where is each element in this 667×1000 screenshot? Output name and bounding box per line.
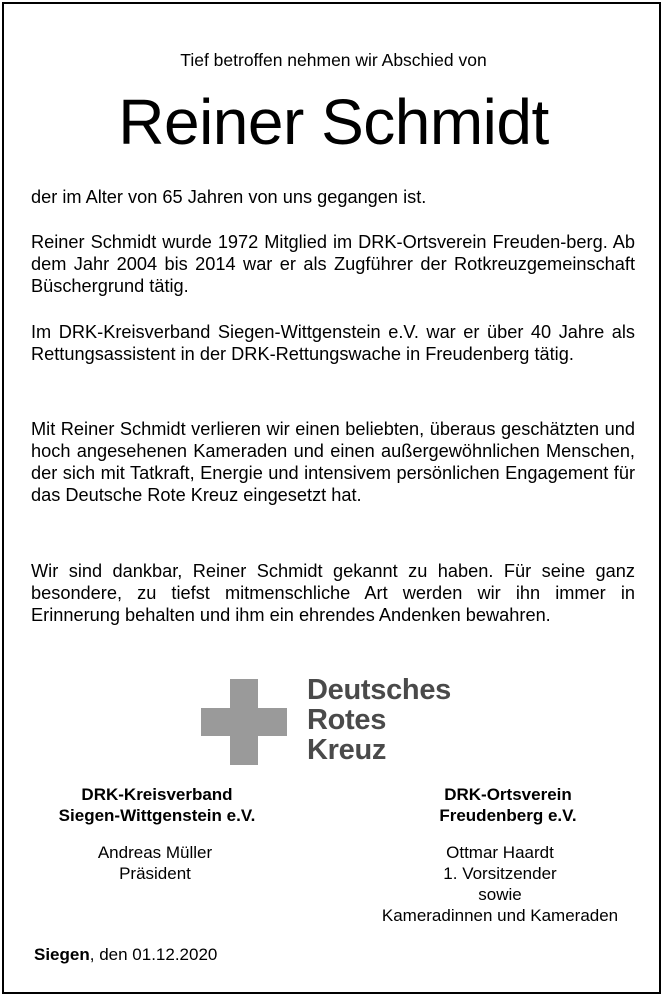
signatory-conjunction: sowie xyxy=(478,885,522,904)
org-kreisverband xyxy=(30,784,284,826)
logo-line-1: Deutsches xyxy=(307,674,451,706)
paragraph-tribute: Mit Reiner Schmidt verlieren wir einen beliebten, überaus geschätzten und hoch angesehenen Kameraden und einen außergewöhnlichen Menschen, der sich mit Tatkraft, Energie und intensivem persönlichen Engagement für das Deutsche Rote Kreuz eingesetzt hat. xyxy=(31,419,635,505)
org-ortsverein xyxy=(378,784,638,826)
signatory-name: Ottmar Haardt xyxy=(446,843,554,862)
logo-line-3: Kreuz xyxy=(307,734,387,766)
date: , den 01.12.2020 xyxy=(89,945,218,964)
paragraph-gratitude: Wir sind dankbar, Reiner Schmidt gekannt zu haben. Für seine ganz besondere, zu tiefst mitmenschliche Art werden wir ihn immer in Erinnerung behalten und ihm ein ehrendes Andenken bewahren. xyxy=(31,561,635,625)
place: Siegen xyxy=(34,945,90,964)
logo-wordmark xyxy=(307,675,451,765)
signatory-group: Kameradinnen und Kameraden xyxy=(381,906,619,925)
signature-left xyxy=(60,842,250,884)
org-right-line-2: Freudenberg e.V. xyxy=(439,806,577,825)
paragraph-membership: Reiner Schmidt wurde 1972 Mitglied im DRK-Ortsverein Freuden-berg. Ab dem Jahr 2004 bis 2014 war er als Zugführer der Rotkreuzgemeinschaft Büschergrund tätig. xyxy=(31,232,635,296)
paragraph-age: der im Alter von 65 Jahren von uns gegangen ist. xyxy=(31,187,427,207)
paragraph-service: Im DRK-Kreisverband Siegen-Wittgenstein e.V. war er über 40 Jahre als Rettungsassistent in der DRK-Rettungswache in Freudenberg tätig. xyxy=(31,322,635,364)
org-left-line-1: DRK-Kreisverband xyxy=(81,785,233,804)
org-left-line-2: Siegen-Wittgenstein e.V. xyxy=(58,806,256,825)
signatory-role: Präsident xyxy=(119,864,191,883)
signature-right xyxy=(350,842,650,926)
signatory-name: Andreas Müller xyxy=(97,843,213,862)
org-right-line-1: DRK-Ortsverein xyxy=(444,785,572,804)
place-date xyxy=(34,945,217,965)
deceased-name: Reiner Schmidt xyxy=(118,86,549,158)
red-cross-logo-icon xyxy=(201,679,287,765)
logo-line-2: Rotes xyxy=(307,704,387,736)
intro-line: Tief betroffen nehmen wir Abschied von xyxy=(180,50,487,70)
signatory-role: 1. Vorsitzender xyxy=(443,864,557,883)
